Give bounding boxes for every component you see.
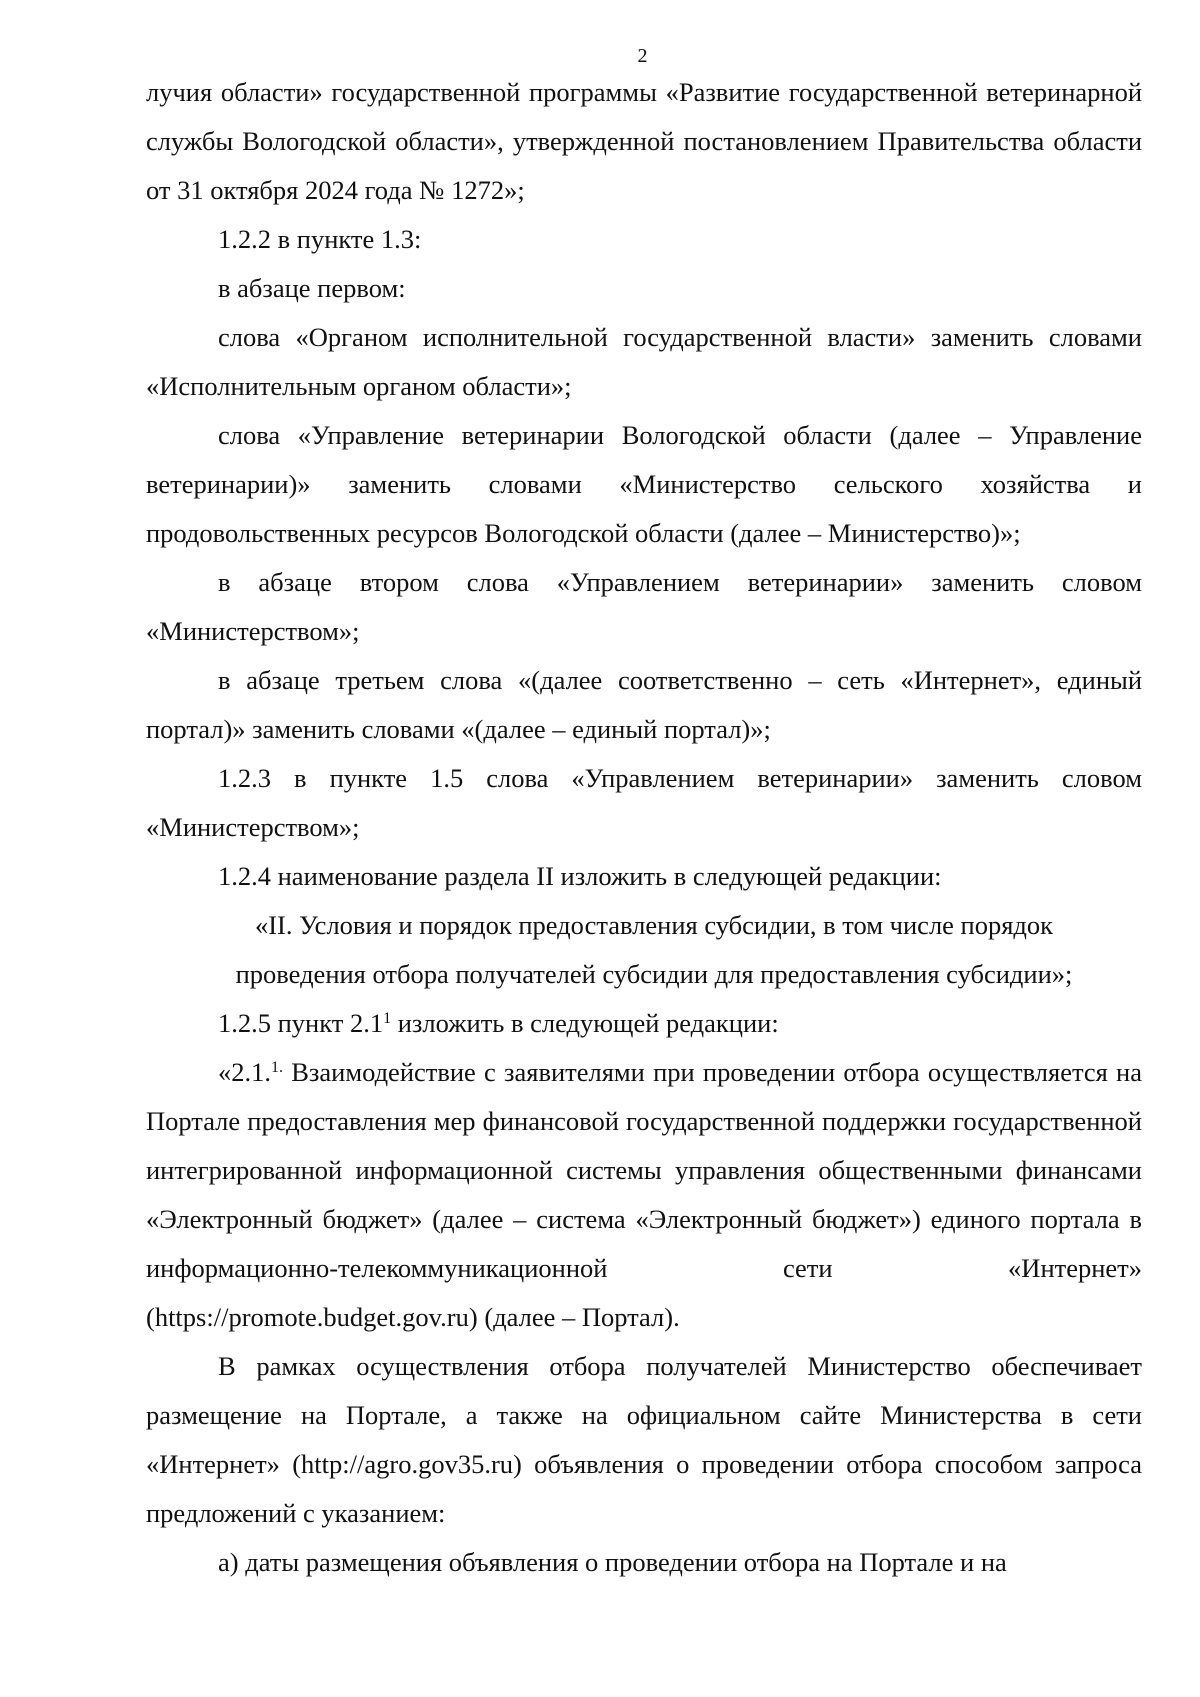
section-heading-line-1: «II. Условия и порядок предоставления субсидии, в том числе порядок bbox=[254, 910, 1054, 940]
paragraph-item-1-2-2: 1.2.2 в пункте 1.3: bbox=[218, 224, 422, 254]
item-1-2-5-text: 1.2.5 пункт 2.1 bbox=[218, 1008, 384, 1038]
paragraph-replace-upravlenie: слова «Управление ветеринарии Вологодской области (далее – Управление ветеринарии)» заменить словами «Министерство сельского хозяйства и продовольственных ресурсов Вологодской области (далее – Министерство)»; bbox=[146, 420, 1142, 548]
item-1-2-5-text-rest: изложить в следующей редакции: bbox=[391, 1008, 779, 1038]
paragraph-item-1-2-5 bbox=[146, 999, 1142, 1048]
paragraph-item-a: а) даты размещения объявления о проведении отбора на Портале и на bbox=[218, 1547, 1007, 1577]
item-2-1-1-text: Взаимодействие с заявителями при проведении отбора осуществляется на Портале предоставления мер финансовой государственной поддержки государственной интегрированной информационной системы управления общественными финансами «Электронный бюджет» (далее – система «Электронный бюджет») единого портала в информационно-телекоммуникационной сети «Интернет» (https://promote.budget.gov.ru) (далее – Портал). bbox=[146, 1057, 1142, 1332]
section-heading-line-2: проведения отбора получателей субсидии для предоставления субсидии»; bbox=[235, 959, 1073, 989]
document-body bbox=[146, 68, 1142, 1587]
superscript-mark: 1. bbox=[271, 1059, 283, 1076]
superscript-mark: 1 bbox=[383, 1010, 392, 1027]
item-2-1-1-number: «2.1. bbox=[218, 1057, 271, 1087]
paragraph-item-2-1-1 bbox=[146, 1048, 1142, 1342]
paragraph-selection-announcement: В рамках осуществления отбора получателей Министерство обеспечивает размещение на Портале, а также на официальном сайте Министерства в сети «Интернет» (http://agro.gov35.ru) объявления о проведении отбора способом запроса предложений с указанием: bbox=[146, 1351, 1142, 1528]
paragraph-item-1-2-4: 1.2.4 наименование раздела II изложить в следующей редакции: bbox=[218, 861, 942, 891]
paragraph-second-abzac: в абзаце втором слова «Управлением ветеринарии» заменить словом «Министерством»; bbox=[146, 567, 1142, 646]
section-heading bbox=[146, 901, 1142, 999]
paragraph-first-abzac: в абзаце первом: bbox=[218, 273, 406, 303]
paragraph-replace-organ: слова «Органом исполнительной государственной власти» заменить словами «Исполнительным органом области»; bbox=[146, 322, 1142, 401]
paragraph-continuation: лучия области» государственной программы «Развитие государственной ветеринарной службы Вологодской области», утвержденной постановлением Правительства области от 31 октября 2024 года № 1272»; bbox=[146, 77, 1142, 205]
page-number: 2 bbox=[637, 45, 648, 67]
paragraph-third-abzac: в абзаце третьем слова «(далее соответственно – сеть «Интернет», единый портал)» заменить словами «(далее – единый портал)»; bbox=[146, 665, 1142, 744]
paragraph-item-1-2-3: 1.2.3 в пункте 1.5 слова «Управлением ветеринарии» заменить словом «Министерством»; bbox=[146, 763, 1142, 842]
